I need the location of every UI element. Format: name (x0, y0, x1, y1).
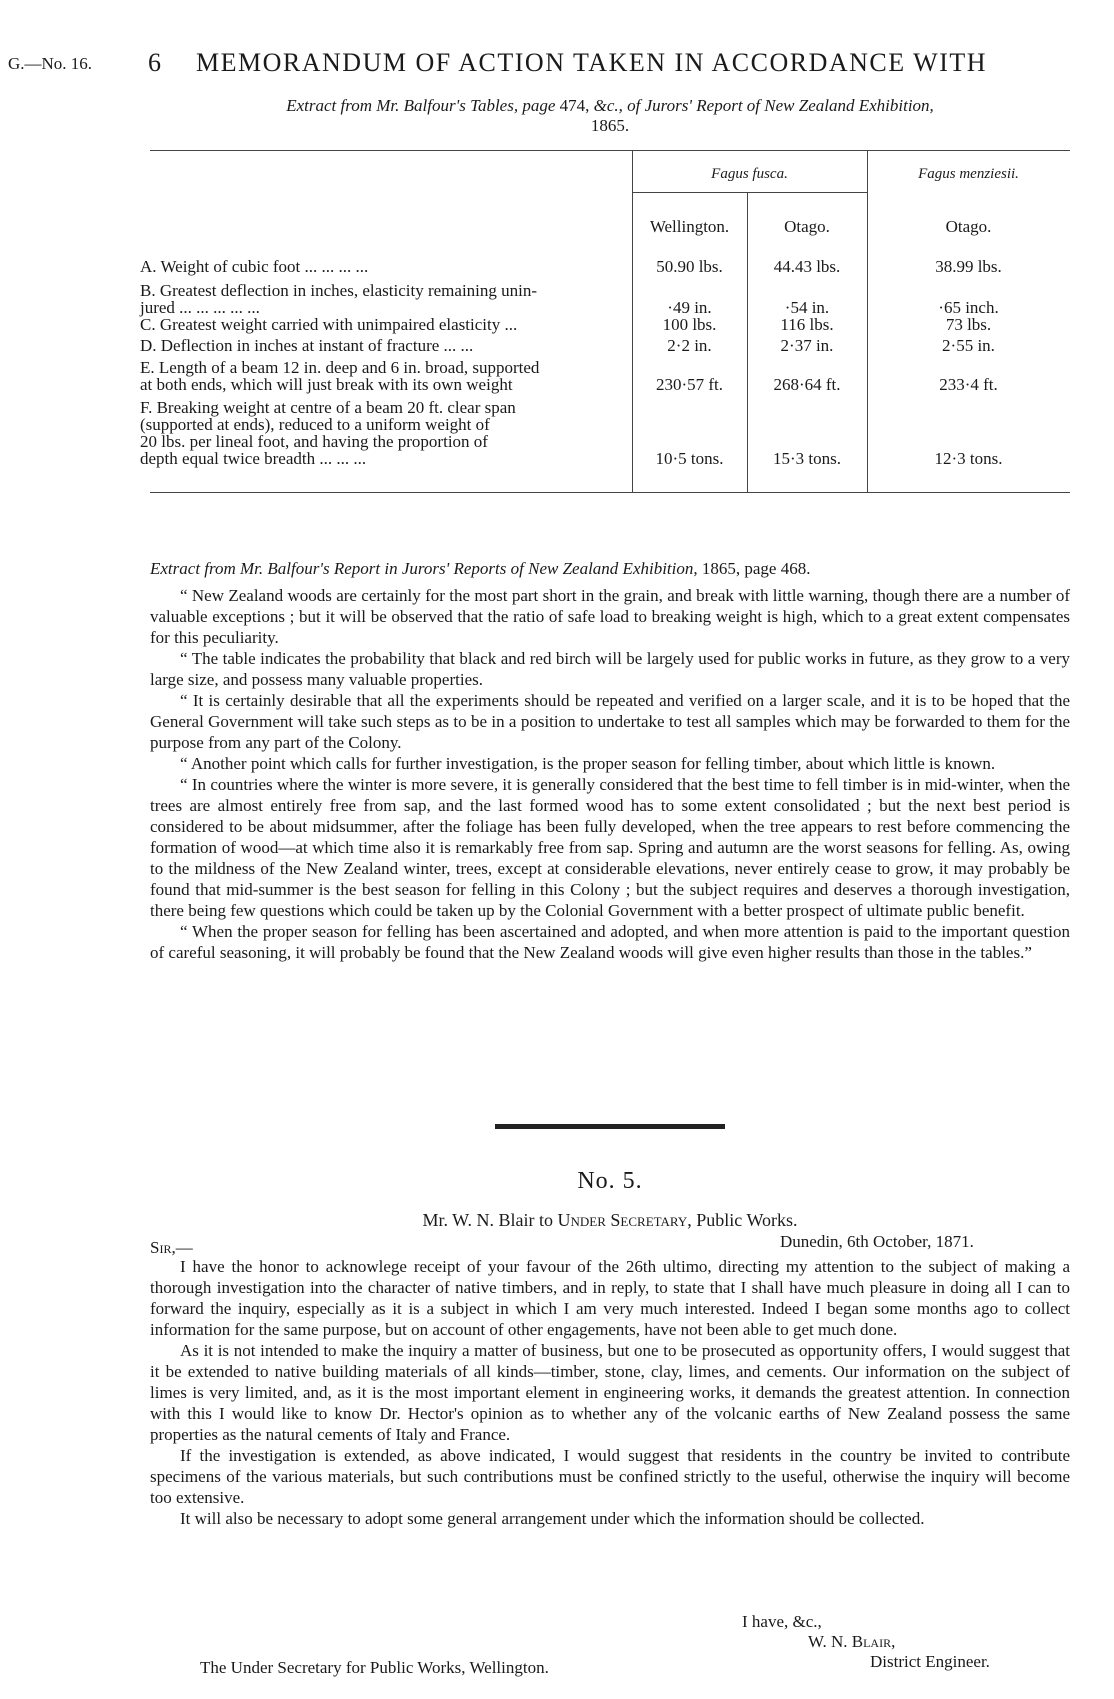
column-header-otago: Otago. (784, 217, 830, 236)
table-caption: Extract from Mr. Balfour's Tables, page 474, &c., of Jurors' Report of New Zealand Exhibition, 1865. (286, 96, 934, 135)
table-cell: 2·37 in. (780, 336, 834, 355)
table-cell: 268·64 ft. (773, 375, 841, 394)
quote-paragraph: “ It is certainly desirable that all the experiments should be repeated and verified on a larger scale, and it is to be hoped that the General Government will take such steps as to be in a position to undertake to test all samples which may be forwarded to them for the purpose from any part of the Colony. (150, 691, 1070, 752)
paper-reference: G.—No. 16. (8, 54, 93, 73)
quote-paragraph: “ The table indicates the probability that black and red birch will be largely used for public works in future, as they grow to a very large size, and possess many valuable properties. (150, 649, 1070, 689)
column-header-wellington: Wellington. (649, 217, 730, 236)
table-cell: 15·3 tons. (773, 449, 841, 468)
table-cell: ·49 in. (667, 298, 712, 317)
column-header-otago: Otago. (945, 217, 992, 236)
section-divider (495, 1124, 725, 1129)
table-cell: 230·57 ft. (655, 375, 724, 394)
row-label: C. Greatest weight carried with unimpaired elasticity ... (140, 315, 518, 334)
row-label: B. Greatest deflection in inches, elasticity remaining unin- (140, 281, 538, 300)
group-header-fagus-fusca: Fagus fusca. (711, 166, 788, 182)
table-cell: 44.43 lbs. (773, 257, 841, 276)
letter-closing: I have, &c., (742, 1612, 822, 1631)
addressee: The Under Secretary for Public Works, Wellington. (200, 1658, 549, 1677)
row-label: A. Weight of cubic foot ... ... ... ... (140, 257, 369, 276)
table-cell: 50.90 lbs. (656, 257, 723, 276)
table-top-rule (150, 150, 1070, 151)
row-label: E. Length of a beam 12 in. deep and 6 in. broad, supported (140, 358, 540, 377)
table-bottom-rule (150, 492, 1070, 493)
table-cell: 10·5 tons. (655, 449, 724, 468)
letter-paragraph: I have the honor to acknowlege receipt of your favour of the 26th ultimo, directing my attention to the subject of making a thorough investigation into the character of native timbers, and in reply, to state that I shall have much pleasure in doing all I can to forward the inquiry, especially as it is a subject in which I am very much interested. Indeed I began some months ago to collect information for the same purpose, but on account of other engagements, have not been able to get much done. (150, 1257, 1070, 1339)
table-cell: 116 lbs. (780, 315, 834, 334)
table-cell: 2·55 in. (942, 336, 995, 355)
row-label: jured ... ... ... ... ... (140, 298, 260, 317)
letter-paragraph: If the investigation is extended, as above indicated, I would suggest that residents in the country be invited to contribute specimens of the various materials, but such contributions must be confined strictly to the useful, otherwise the inquiry will become too extensive. (150, 1446, 1070, 1507)
quote-paragraph: “ Another point which calls for further investigation, is the proper season for felling timber, about which little is known. (180, 754, 996, 773)
signatory-title: District Engineer. (870, 1652, 990, 1671)
page-title: MEMORANDUM OF ACTION TAKEN IN ACCORDANCE WITH (196, 48, 988, 77)
timber-strength-table (140, 160, 1070, 535)
letter-heading: Mr. W. N. Blair to Under Secretary, Public Works. (422, 1210, 798, 1230)
report-quote (150, 585, 1070, 963)
quote-paragraph: “ New Zealand woods are certainly for the most part short in the grain, and break with little warning, though there are a number of valuable exceptions ; but it will be observed that the ratio of safe load to breaking weight is high, which to a great extent compensates for this peculiarity. (150, 586, 1070, 647)
row-label: 20 lbs. per lineal foot, and having the proportion of (140, 432, 488, 451)
group-header-rule (632, 192, 867, 193)
report-extract-caption: Extract from Mr. Balfour's Report in Jurors' Reports of New Zealand Exhibition, 1865, page 468. (150, 559, 811, 578)
table-cell: 2·2 in. (667, 336, 712, 355)
table-cell: 233·4 ft. (939, 375, 998, 394)
table-cell: 100 lbs. (662, 315, 717, 334)
letter-paragraph: As it is not intended to make the inquiry a matter of business, but one to be prosecuted as opportunity offers, I would suggest that it be extended to native building materials of all kinds—timber, stone, clay, limes, and cements. Our information on the subject of limes is very limited, and, as it is the most important element in engineering works, it demands the greatest attention. In connection with this I would like to know Dr. Hector's opinion as to whether any of the volcanic earths of New Zealand possess the same properties as the natural cements of Italy and France. (150, 1341, 1070, 1444)
dateline: Dunedin, 6th October, 1871. (780, 1232, 974, 1251)
row-label: F. Breaking weight at centre of a beam 20 ft. clear span (140, 398, 516, 417)
page-header (8, 44, 1068, 80)
row-label: (supported at ends), reduced to a uniform weight of (140, 415, 490, 434)
table-cell: 12·3 tons. (934, 449, 1003, 468)
table-cell: 73 lbs. (945, 315, 992, 334)
letter-body (150, 1256, 1070, 1529)
row-label: depth equal twice breadth ... ... ... (140, 449, 367, 468)
letter-number: No. 5. (577, 1168, 643, 1194)
letter-paragraph: It will also be necessary to adopt some general arrangement under which the information should be collected. (180, 1509, 925, 1528)
row-label: at both ends, which will just break with its own weight (140, 375, 513, 394)
row-label: D. Deflection in inches at instant of fracture ... ... (140, 336, 474, 355)
signature: W. N. Blair, (808, 1632, 896, 1651)
page-number: 6 (148, 48, 161, 77)
quote-paragraph: “ In countries where the winter is more severe, it is generally considered that the best time to fell timber is in mid-winter, when the trees are almost entirely free from sap, and the last formed wood has to some extent consolidated ; but the next best period is considered to be about midsummer, after the foliage has been fully developed, when the tree appears to rest before commencing the formation of wood—at which time also it is remarkably free from sap. Spring and autumn are the worst seasons for felling. As, owing to the mildness of the New Zealand winter, trees, except at considerable elevations, never entirely cease to grow, it may probably be found that mid-summer is the best season for felling in this Colony ; but the subject requires and deserves a thorough investigation, there being few questions which could be taken up by the Colonial Government with a better prospect of ultimate public benefit. (150, 775, 1070, 920)
table-cell: ·65 inch. (938, 298, 999, 317)
salutation: Sir,— (150, 1238, 193, 1257)
quote-paragraph: “ When the proper season for felling has been ascertained and adopted, and when more attention is paid to the important question of careful seasoning, it will probably be found that the New Zealand woods will give even higher results than those in the tables.” (150, 922, 1070, 962)
table-cell: 38.99 lbs. (935, 257, 1002, 276)
group-header-fagus-menziesii: Fagus menziesii. (918, 166, 1019, 182)
table-cell: ·54 in. (784, 298, 830, 317)
